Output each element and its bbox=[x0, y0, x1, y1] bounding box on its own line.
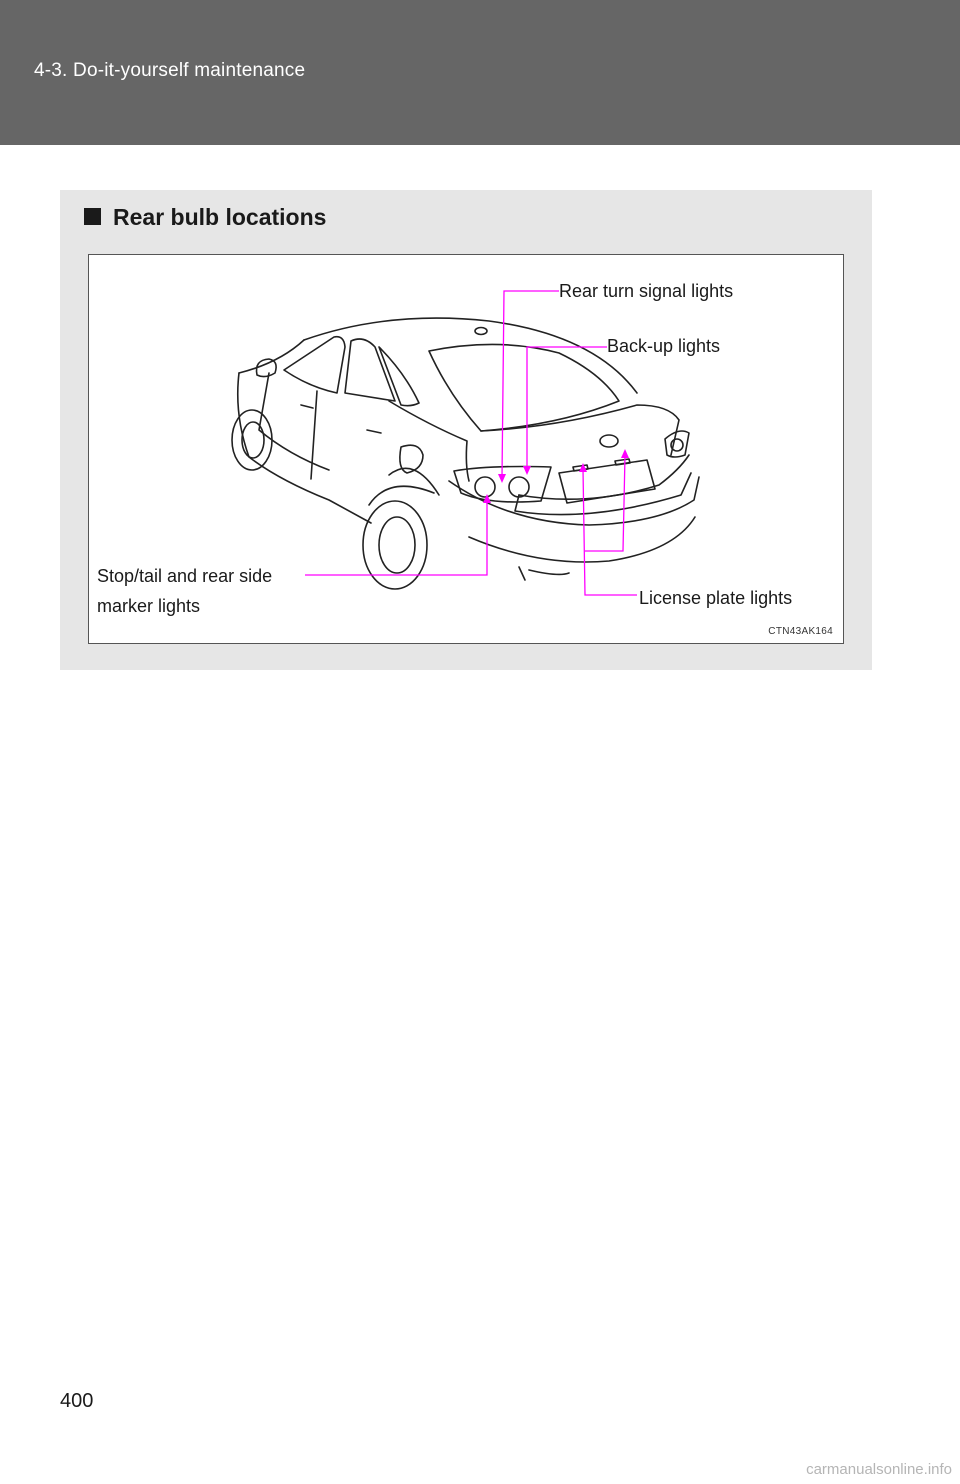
page-number: 400 bbox=[60, 1390, 94, 1412]
figure-code: CTN43AK164 bbox=[768, 626, 833, 637]
section-heading-text: Rear bulb locations bbox=[113, 204, 327, 230]
callout-stop-tail-line2: marker lights bbox=[97, 596, 201, 616]
leader-lines bbox=[305, 291, 637, 595]
car-rear-illustration bbox=[88, 254, 844, 644]
section-heading bbox=[84, 204, 326, 231]
chapter-title: 4-3. Do-it-yourself maintenance bbox=[34, 60, 306, 81]
callout-stop-tail-line1: Stop/tail and rear side bbox=[97, 566, 273, 586]
callout-backup-lights: Back-up lights bbox=[607, 336, 721, 356]
leader-arrowheads bbox=[483, 449, 629, 503]
page-header bbox=[0, 0, 960, 145]
callout-rear-turn-signal: Rear turn signal lights bbox=[559, 281, 734, 301]
rear-bulb-section bbox=[60, 190, 872, 670]
square-bullet-icon bbox=[84, 208, 101, 225]
callout-license-plate: License plate lights bbox=[639, 588, 793, 608]
watermark: carmanualsonline.info bbox=[806, 1461, 952, 1478]
